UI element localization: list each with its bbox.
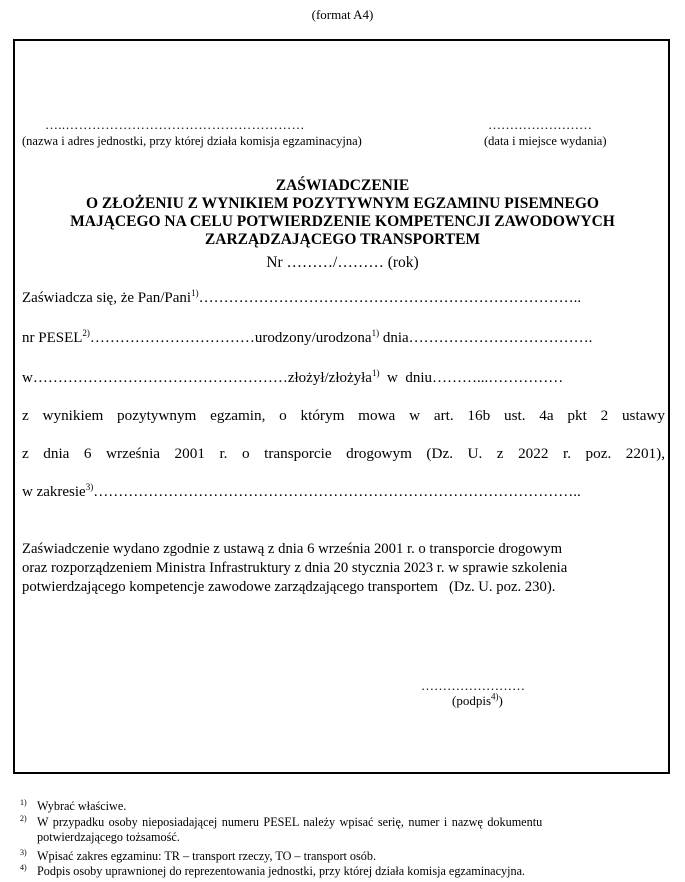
scope-field-dots: …………………………………………………………………………………….. — [93, 484, 581, 500]
footnote-text: Wybrać właściwe. — [37, 799, 127, 813]
issuer-field-dots: …..……………………………………………… — [45, 117, 305, 132]
footnote-number: 1) — [20, 798, 27, 807]
signature-caption — [452, 693, 503, 709]
document-subtitle-line-2: MAJĄCEGO NA CELU POTWIERDZENIE KOMPETENCJI ZAWODOWYCH — [70, 213, 615, 230]
place-line — [22, 370, 563, 387]
footnote-number: 4) — [20, 863, 27, 872]
footnote-number: 2) — [20, 814, 27, 823]
name-field-dots: ………………………………………………………………….. — [198, 290, 582, 306]
place-field-dots: …………………………………………… — [32, 370, 288, 386]
footnote-ref: 3) — [85, 482, 94, 492]
legal-basis-line-1: z wynikiem pozytywnym egzamin, o którym mowa w art. 16b ust. 4a pkt 2 ustawy — [22, 407, 665, 424]
signature-caption-close: ) — [498, 693, 503, 708]
document-number-line: Nr ………/……… (rok) — [266, 254, 419, 271]
document-subtitle-line-3: ZARZĄDZAJĄCEGO TRANSPORTEM — [204, 231, 481, 248]
footnote-text: Podpis osoby uprawnionej do reprezentowania jednostki, przy której działa komisja egzaminacyjna. — [37, 864, 526, 878]
footnote-text: Wpisać zakres egzaminu: TR – transport rzeczy, TO – transport osób. — [37, 849, 377, 863]
signature-field-dots: …………………… — [421, 678, 525, 693]
footnote-ref: 1) — [371, 328, 380, 338]
pesel-label: nr PESEL — [22, 330, 83, 346]
document-title: ZAŚWIADCZENIE — [275, 177, 410, 194]
name-line — [22, 290, 581, 307]
signature-caption-text: (podpis — [452, 693, 491, 708]
footnote-number: 3) — [20, 848, 27, 857]
footnote-text-continued: potwierdzającego tożsamość. — [37, 830, 180, 844]
issuance-paragraph-line-1: Zaświadczenie wydano zgodnie z ustawą z dnia 6 września 2001 r. o transporcie drogowym — [22, 541, 562, 557]
name-label: Zaświadcza się, że Pan/Pani — [22, 290, 192, 306]
pesel-line — [22, 330, 592, 347]
place-label: w — [22, 370, 33, 386]
exam-date-field: w dniu………...…………… — [379, 370, 564, 386]
filed-label: złożył/złożyła — [287, 370, 372, 386]
scope-line — [22, 484, 581, 501]
footnote-ref: 2) — [82, 328, 90, 338]
pesel-field-dots: …………………………… — [89, 330, 255, 346]
issuance-paragraph-line-3: potwierdzającego kompetencje zawodowe zarządzającego transportem (Dz. U. poz. 230). — [22, 579, 556, 595]
legal-basis-line-2: z dnia 6 września 2001 r. o transporcie drogowym (Dz. U. z 2022 r. poz. 2201), — [22, 445, 665, 462]
footnote-ref: 1) — [191, 288, 199, 298]
born-label: urodzony/urodzona — [254, 330, 372, 346]
format-label: (format A4) — [311, 7, 374, 22]
birth-date-field: dnia………………………………. — [379, 330, 593, 346]
document-subtitle-line-1: O ZŁOŻENIU Z WYNIKIEM POZYTYWNYM EGZAMINU PISEMNEGO — [86, 195, 599, 212]
scope-label: w zakresie — [22, 484, 86, 500]
date-field-dots: …………………… — [488, 117, 592, 132]
footnote-ref: 1) — [371, 368, 380, 378]
issuer-caption: (nazwa i adres jednostki, przy której działa komisja egzaminacyjna) — [22, 134, 362, 148]
footnote-text: W przypadku osoby nieposiadającej numeru PESEL należy wpisać serię, numer i nazwę dokumentu — [37, 815, 543, 829]
footnote-ref: 4) — [491, 691, 499, 702]
issuance-paragraph-line-2: oraz rozporządzeniem Ministra Infrastruktury z dnia 20 stycznia 2023 r. w sprawie szkolenia — [22, 560, 568, 576]
date-caption: (data i miejsce wydania) — [484, 134, 607, 148]
